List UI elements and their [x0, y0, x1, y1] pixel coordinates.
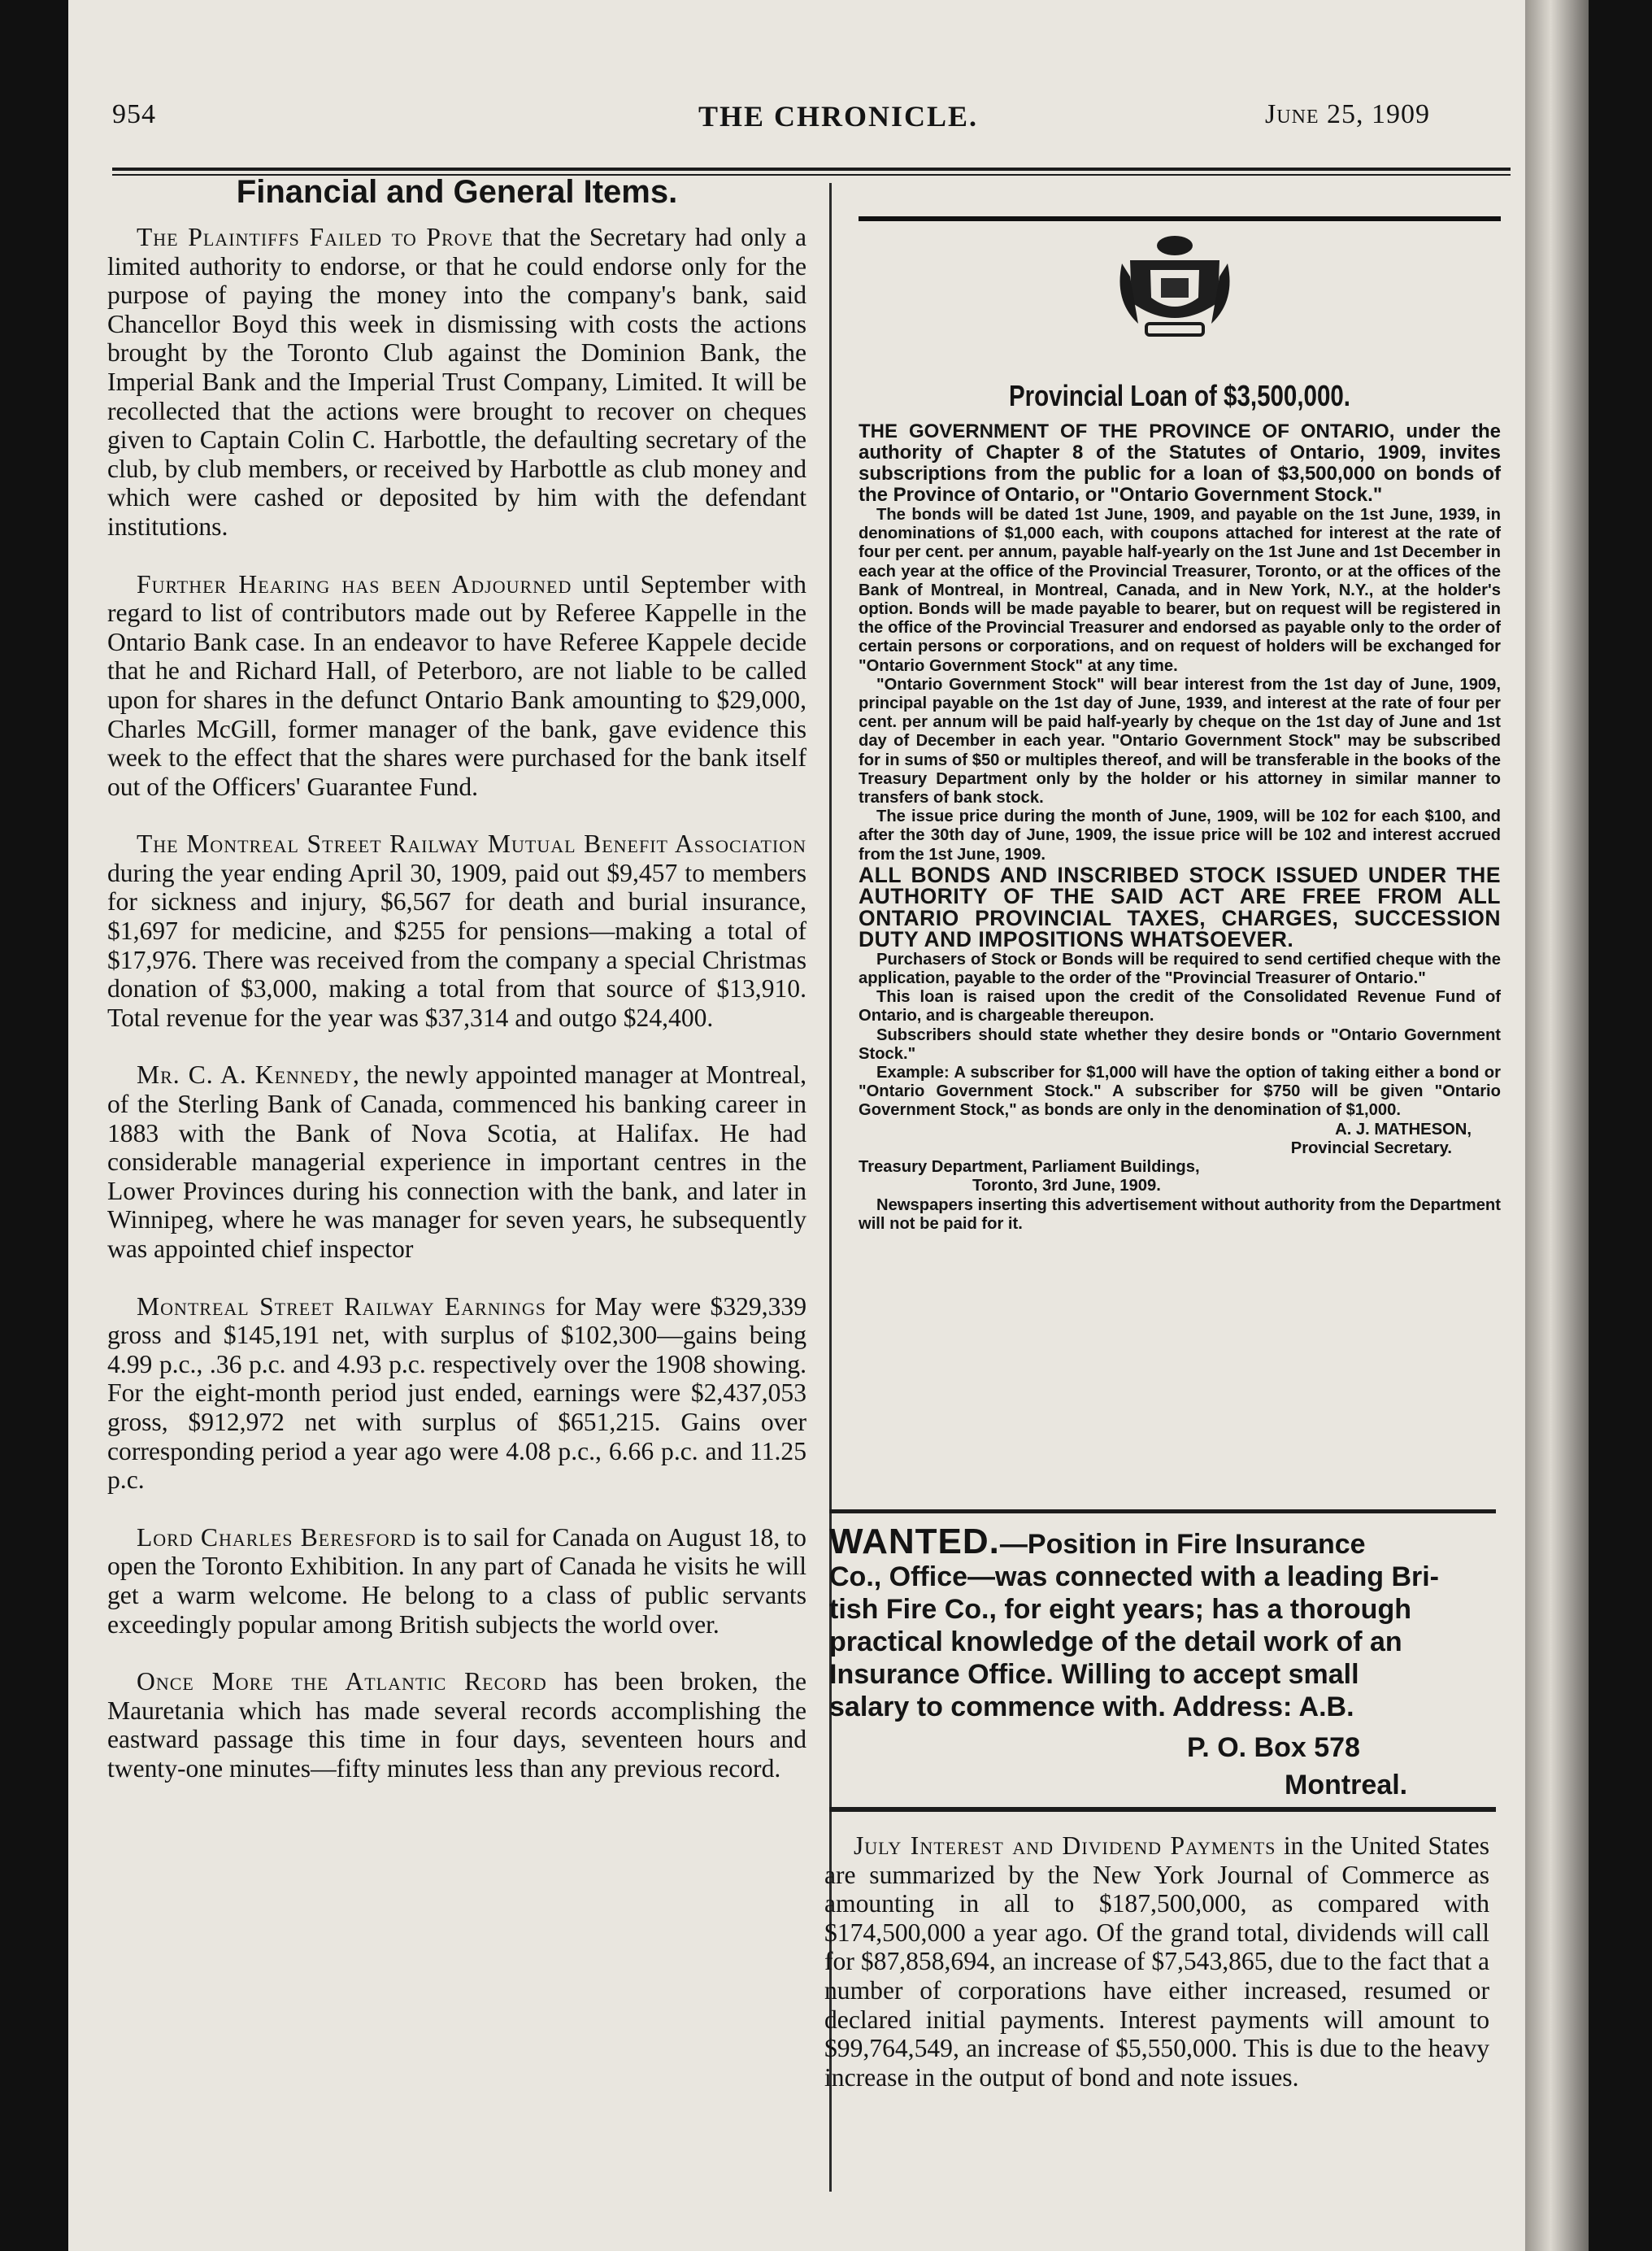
item-text: until September with regard to list of contributors made out by Referee Kappelle in the Ontario Bank case. In an endeavor to have Referee Kappele decide that he and Richard Hall, of Peterboro, are not liable to be called upon for shares in the defunct Ontario Bank amounting to $29,000, Charles McGill, former manager of the bank, gave evidence this week to the effect that the shares were purchased for the bank itself out of the Officers' Guarantee Fund. [107, 569, 806, 801]
loan-date: Toronto, 3rd June, 1909. [972, 1177, 1161, 1195]
item-text: during the year ending April 30, 1909, paid out $9,457 to members for sickness and injury, $6,567 for death and burial insurance, $1,697 for medicine, and $255 for pensions—making a total of $17,976. There was received from the company a special Christmas donation of $3,000, making a total from that source of $13,910. Total revenue for the year was $37,314 and outgo $24,400. [107, 858, 806, 1032]
loan-paragraph: "Ontario Government Stock" will bear interest from the 1st day of June, 1909, principal payable on the 1st day of June, 1939, and interest at the rate of four per cent. per annum will be paid half-yearly by cheque on the 1st day of June and 1st day of December in each year. "Ontario Government Stock" may be subscribed for in sums of $50 or multiples thereof, and will be transferable in the books of the Treasury Department only by the holder or his attorney in similar manner to transfers of bank stock. [859, 675, 1501, 808]
item-text: is to sail for Canada on August 18, to open the Toronto Exhibition. In any part of Canada he visits he will get a warm welcome. He belong to a class of public servants exceedingly popular among British subjects the world over. [107, 1522, 806, 1639]
news-item [107, 1667, 806, 1783]
ad-top-rule [859, 216, 1501, 221]
loan-paragraph: The bonds will be dated 1st June, 1909, and payable on the 1st June, 1939, in denominations of $1,000 each, with coupons attached for interest at the rate of four per cent. per annum, payable half-yearly on the 1st June and 1st December in each year at the office of the Provincial Treasurer, Toronto, or at the offices of the Bank of Montreal, in Montreal, Canada, and in New York, N.Y., at the holder's option. Bonds will be made payable to bearer, but on request will be registered in the office of the Provincial Treasurer and endorsed as payable only to the order of certain persons or corporations, and on request of holders will be exchanged for "Ontario Government Stock" at any time. [859, 506, 1501, 675]
wanted-text: —Position in Fire Insurance [999, 1529, 1366, 1560]
provincial-loan-ad [859, 421, 1501, 1234]
loan-paragraph: The issue price during the month of June, 1909, will be 102 for each $100, and after the 30th day of June, 1909, the issue price will be 102 and interest accrued from the 1st June, 1909. [859, 808, 1501, 864]
wanted-city: Montreal. [1285, 1770, 1408, 1800]
item-lead: Further Hearing has been Adjourned [137, 569, 572, 599]
item-lead: Lord Charles Beresford [137, 1522, 417, 1552]
loan-paragraph: Purchasers of Stock or Bonds will be required to send certified cheque with the application, payable to the order of the "Provincial Treasurer of Ontario." [859, 950, 1501, 988]
news-item [824, 1831, 1489, 2092]
loan-signer: A. J. MATHESON, [1335, 1120, 1472, 1139]
news-item [107, 223, 806, 542]
news-item [107, 1292, 806, 1495]
news-item [107, 1060, 806, 1263]
loan-intro: THE GOVERNMENT OF THE PROVINCE OF ONTARIO, under the authority of Chapter 8 of the Statutes of Ontario, 1909, invites subscriptions from the public for a loan of $3,500,000 on bonds of the Province of Ontario, or "Ontario Government Stock." [859, 420, 1501, 506]
item-lead: July Interest and Dividend Payments [854, 1831, 1276, 1860]
loan-paragraph: This loan is raised upon the credit of the Consolidated Revenue Fund of Ontario, and is chargeable thereupon. [859, 988, 1501, 1025]
publication-title: THE CHRONICLE. [698, 100, 979, 133]
wanted-top-rule [829, 1509, 1496, 1513]
wanted-ad [829, 1522, 1496, 1801]
wanted-bottom-rule [829, 1807, 1496, 1812]
header-rule [112, 168, 1511, 171]
news-item [107, 1523, 806, 1639]
wanted-word: WANTED. [829, 1522, 1000, 1561]
item-text: , the newly appointed manager at Montreal, of the Sterling Bank of Canada, commenced his banking career in 1883 with the Bank of Nova Scotia, at Halifax. He had considerable managerial experience in important centres in the Lower Provinces during his connection with the bank, and later in Winnipeg, where he was manager for seven years, he subsequently was appointed chief inspector [107, 1060, 806, 1263]
item-text: has been broken, the Mauretania which has made several records accomplishing the eastward passage this time in four days, seventeen hours and twenty-one minutes—fifty minutes less than any previous record. [107, 1667, 806, 1783]
wanted-line: Co., Office—was connected with a leading Bri- [829, 1561, 1440, 1592]
item-lead: Mr. C. A. Kennedy [137, 1060, 354, 1090]
wanted-line: salary to commence with. Address: A.B. [829, 1692, 1354, 1722]
news-item [107, 829, 806, 1032]
loan-address: Treasury Department, Parliament Buildings, [859, 1158, 1200, 1177]
wanted-line: Insurance Office. Willing to accept small [829, 1659, 1359, 1690]
page-number: 954 [112, 99, 156, 129]
loan-ad-title: Provincial Loan of $3,500,000. [1008, 379, 1351, 412]
item-text: that the Secretary had only a limited authority to endorse, or that he could endorse only for the purpose of paying the money into the company's bank, said Chancellor Boyd this week in dismissing with costs the actions brought by the Toronto Club against the Dominion Bank, the Imperial Bank and the Imperial Trust Company, Limited. It will be recollected that the actions were brought to recover on cheques given to Captain Colin C. Harbottle, the defaulting secretary of the club, by club members, or received by Harbottle as club money and which were cashed or deposited by him with the defendant institutions. [107, 223, 806, 541]
wanted-line [829, 1522, 1496, 1561]
loan-paragraph: Example: A subscriber for $1,000 will have the option of taking either a bond or "Ontario Government Stock." A subscriber for $750 will be given "Ontario Government Stock," as bonds are only in the denomination of $1,000. [859, 1064, 1501, 1120]
wanted-box: P. O. Box 578 [1187, 1732, 1360, 1763]
item-lead: Once More the Atlantic Record [137, 1667, 547, 1696]
wanted-line: practical knowledge of the detail work of an [829, 1626, 1402, 1657]
left-column [107, 172, 806, 1812]
item-lead: Montreal Street Railway Earnings [137, 1291, 547, 1321]
loan-signer-title: Provincial Secretary. [1290, 1139, 1452, 1157]
loan-newspaper-notice: Newspapers inserting this advertisement without authority from the Department will not be paid for it. [859, 1195, 1501, 1233]
july-dividends-item [824, 1831, 1489, 2092]
page-edge-shadow [1525, 0, 1589, 2251]
section-heading: Financial and General Items. [236, 174, 678, 210]
item-text: for May were $329,339 gross and $145,191 net, with surplus of $102,300—gains being 4.99 p.c., .36 p.c. and 4.93 p.c. respectively over the 1908 showing. For the eight-month period just ended, earnings were $2,437,053 gross, $912,972 net with surplus of $651,215. Gains over corresponding period a year ago were 4.08 p.c., 6.66 p.c. and 11.25 p.c. [107, 1291, 806, 1495]
item-text: in the United States are summarized by the New York Journal of Commerce as amounting in all to $187,500,000, as compared with $174,500,000 a year ago. Of the grand total, dividends will call for $87,858,694, an increase of $7,543,865, due to the fact that a number of corporations have either increased, resumed or declared initial payments. Interest payments will amount to $99,764,549, an increase of $5,550,000. This is due to the heavy increase in the output of bond and note issues. [824, 1831, 1489, 2092]
loan-tax-notice: ALL BONDS AND INSCRIBED STOCK ISSUED UNDER THE AUTHORITY OF THE SAID ACT ARE FREE FROM ALL ONTARIO PROVINCIAL TAXES, CHARGES, SUCCESSION DUTY AND IMPOSITIONS WHATSOEVER. [859, 862, 1501, 952]
item-lead: The Plaintiffs Failed to Prove [137, 223, 493, 251]
wanted-line: tish Fire Co., for eight years; has a thorough [829, 1594, 1411, 1625]
issue-date: June 25, 1909 [1265, 99, 1431, 129]
loan-paragraph: Subscribers should state whether they desire bonds or "Ontario Government Stock." [859, 1025, 1501, 1063]
ontario-coat-of-arms-icon [1114, 228, 1236, 350]
news-item [107, 570, 806, 802]
item-lead: The Montreal Street Railway Mutual Benefit Association [137, 829, 806, 859]
